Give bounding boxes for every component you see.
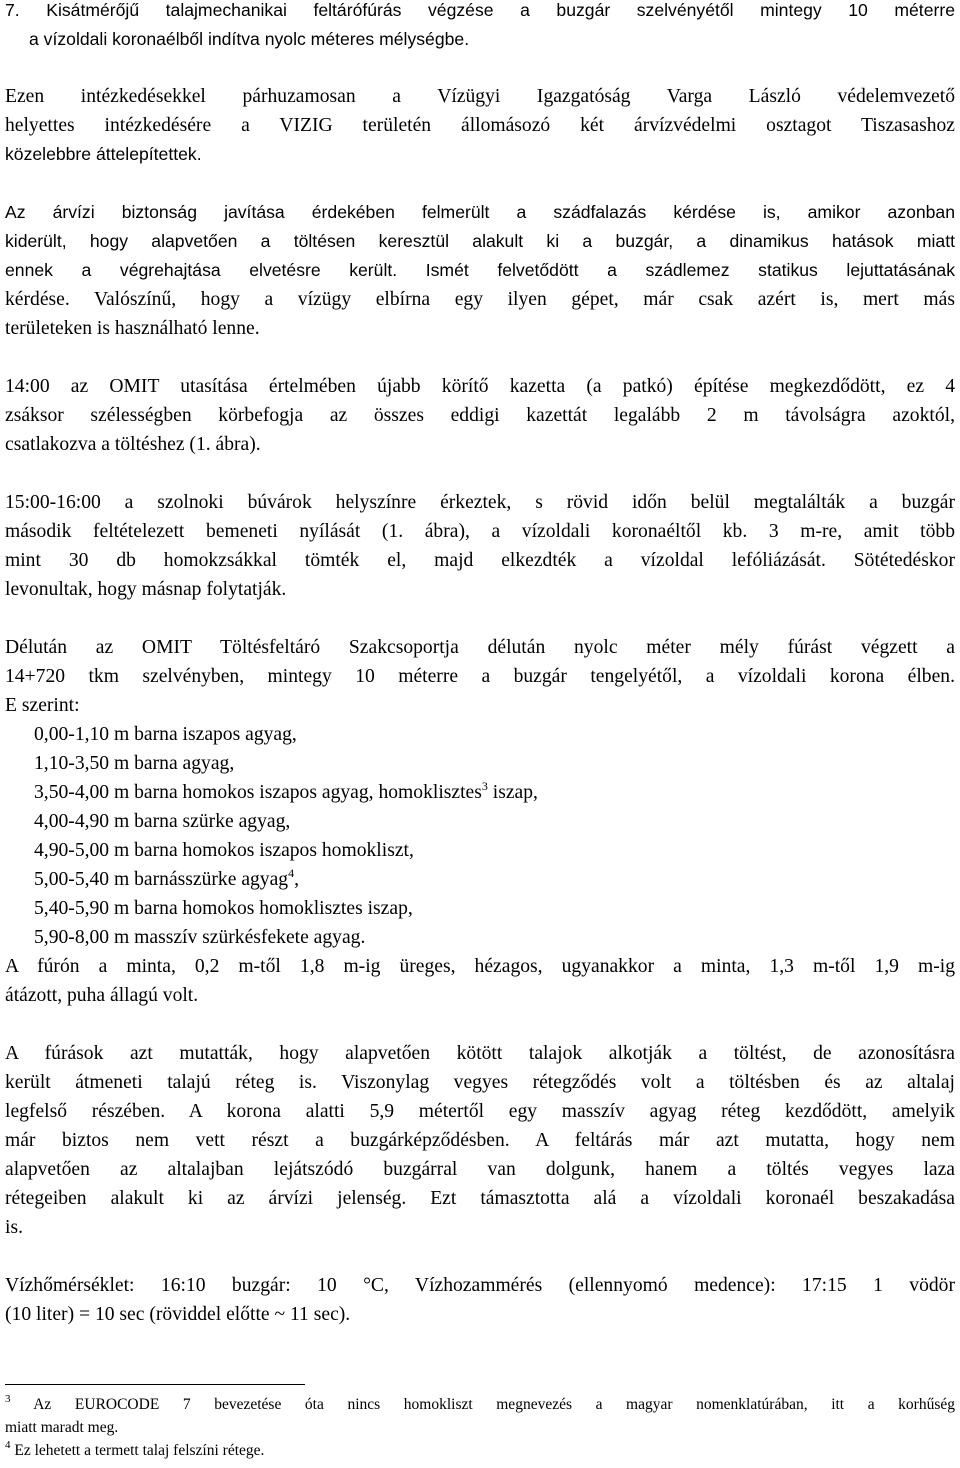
paragraph-line: 14+720 tkm szelvényben, mintegy 10 méterre a buzgár tengelyétől, a vízoldali korona élben. [5,666,955,687]
paragraph-line: mint 30 db homokzsákkal tömték el, majd elkezdték a vízoldal lefóliázását. Sötétedéskor [5,550,955,571]
item7-line: 7. Kisátmérőjű talajmechanikai feltárófúrás végzése a buzgár szelvényétől mintegy 10 méterre [5,0,955,20]
layer-item: 4,90-5,00 m barna homokos iszapos homokliszt, [34,840,414,861]
paragraph-line: (10 liter) = 10 sec (röviddel előtte ~ 11 sec). [5,1304,351,1325]
paragraph-line: közelebbre áttelepítettek. [5,144,202,164]
item7-line: a vízoldali koronaélből indítva nyolc méteres mélységbe. [29,29,470,49]
paragraph-line: kiderült, hogy alapvetően a töltésen keresztül alakult ki a buzgár, a dinamikus hatások miatt [5,231,955,251]
paragraph-line: került átmeneti talajú réteg is. Viszonylag vegyes rétegződés volt a töltésben és az altalaj [5,1072,955,1093]
paragraph-line: levonultak, hogy másnap folytatják. [5,579,287,600]
footnote-4: $^4$ Ez lehetett a termett talaj felszíni rétege. [5,1439,265,1459]
footnote-3-cont: miatt maradt meg. [5,1419,119,1436]
paragraph-line: már biztos nem vett részt a buzgárképződésben. A feltárás már azt mutatta, hogy nem [5,1130,955,1151]
paragraph-line: Délután az OMIT Töltésfeltáró Szakcsoportja délután nyolc méter mély fúrást végzett a [5,637,955,658]
layer-item: 0,00-1,10 m barna iszapos agyag, [34,724,297,745]
paragraph-line: ennek a végrehajtása elvetésre került. Ismét felvetődött a szádlemez statikus lejuttatásának [5,260,955,280]
paragraph-line: átázott, puha állagú volt. [5,985,199,1006]
layer-item: 5,90-8,00 m masszív szürkésfekete agyag. [34,927,366,948]
layer-item: 5,00-5,40 m barnásszürke agyag$^4$, [34,866,300,890]
paragraph-line: Az árvízi biztonság javítása érdekében felmerült a szádfalazás kérdése is, amikor azonban [5,202,955,222]
layer-item: 5,40-5,90 m barna homokos homoklisztes iszap, [34,898,413,919]
paragraph-line: csatlakozva a töltéshez (1. ábra). [5,434,261,455]
paragraph-line: legfelső részében. A korona alatti 5,9 métertől egy masszív agyag réteg kezdődött, amelyik [5,1101,955,1122]
footnote-3: $^3$ Az EUROCODE 7 bevezetése óta nincs homokliszt megnevezés a magyar nomenklatúrában, itt a korhűség [5,1393,955,1413]
paragraph-line: A fúrón a minta, 0,2 m-től 1,8 m-ig üreges, hézagos, ugyanakkor a minta, 1,3 m-től 1,9 m-ig [5,956,955,977]
paragraph-line: zsáksor szélességben körbefogja az összes eddigi kazettát legalább 2 m távolságra azoktól, [5,405,955,426]
footnote-ref[interactable]: 4 [288,866,295,880]
paragraph-line: területeken is használható lenne. [5,318,260,339]
paragraph-line: második feltételezett bemeneti nyílását (1. ábra), a vízoldali koronaéltől kb. 3 m-re, amit több [5,521,955,542]
paragraph-line: is. [5,1217,23,1238]
paragraph-line: 14:00 az OMIT utasítása értelmében újabb körítő kazetta (a patkó) építése megkezdődött, ez 4 [5,376,955,397]
paragraph-line: A fúrások azt mutatták, hogy alapvetően kötött talajok alkotják a töltést, de azonosításra [5,1043,955,1064]
footnote-separator [5,1384,305,1385]
paragraph-line: Ezen intézkedésekkel párhuzamosan a Vízügyi Igazgatóság Varga László védelemvezető [5,86,955,107]
paragraph-line: alapvetően az altalajban lejátszódó buzgárral van dolgunk, hanem a töltés vegyes laza [5,1159,955,1180]
layer-item: 4,00-4,90 m barna szürke agyag, [34,811,291,832]
paragraph-line: 15:00-16:00 a szolnoki búvárok helyszínre érkeztek, s rövid időn belül megtalálták a buzgár [5,492,955,513]
paragraph-line: E szerint: [5,695,80,716]
paragraph-line: rétegeiben alakult ki az árvízi jelenség. Ezt támasztotta alá a vízoldali koronaél beszakadása [5,1188,955,1209]
paragraph-line: helyettes intézkedésére a VIZIG területén állomásozó két árvízvédelmi osztagot Tiszasashoz [5,115,955,136]
layer-item: 3,50-4,00 m barna homokos iszapos agyag, homoklisztes$^3$ iszap, [34,779,538,803]
layer-item: 1,10-3,50 m barna agyag, [34,753,235,774]
footnote-ref[interactable]: 3 [481,779,488,793]
paragraph-line: Vízhőmérséklet: 16:10 buzgár: 10 °C, Vízhozammérés (ellennyomó medence): 17:15 1 vödör [5,1275,955,1296]
paragraph-line: kérdése. Valószínű, hogy a vízügy elbírna egy ilyen gépet, már csak azért is, mert más [5,289,955,310]
